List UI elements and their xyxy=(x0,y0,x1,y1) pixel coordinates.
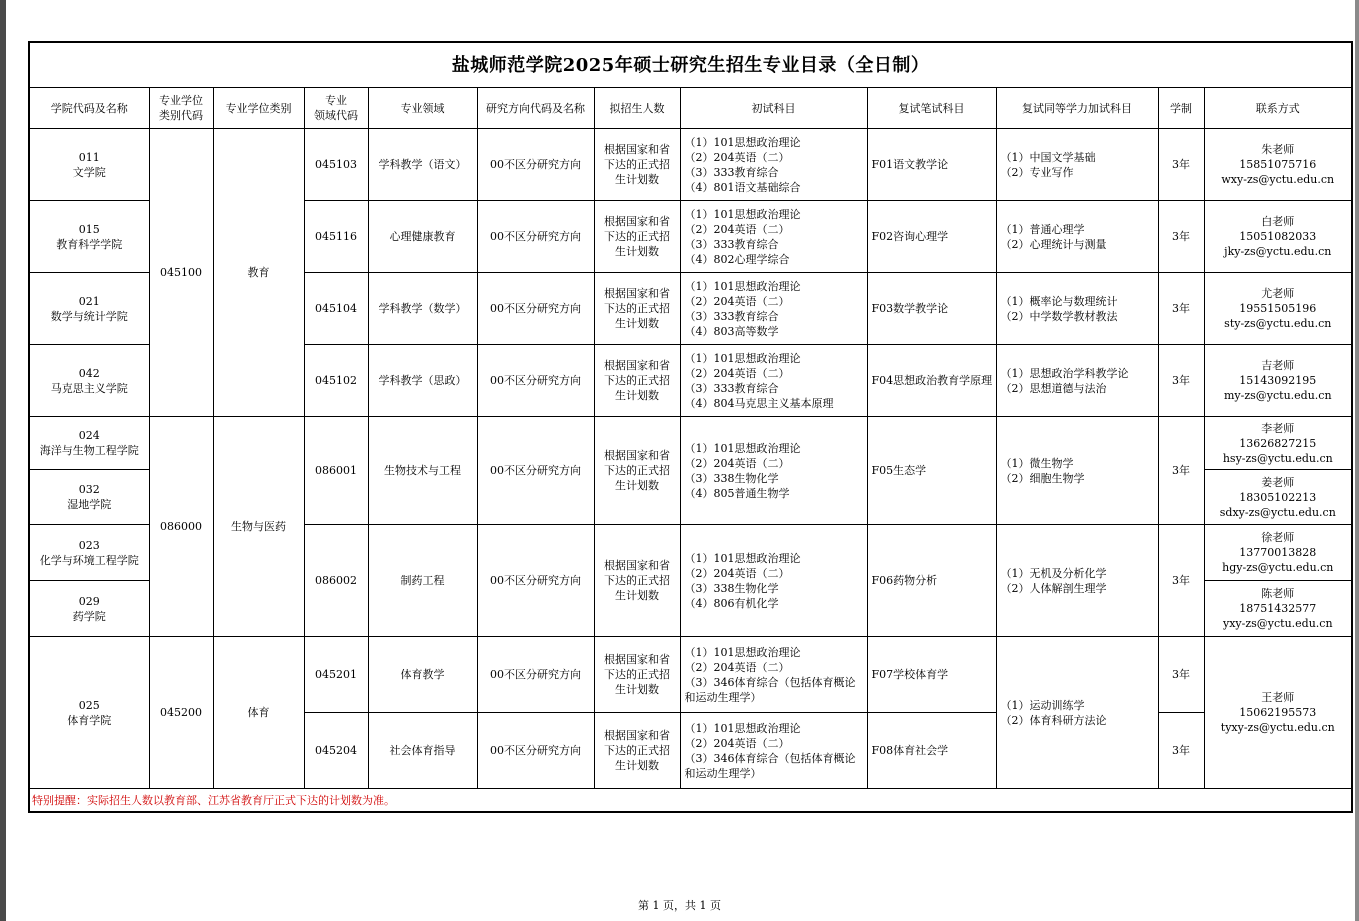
exam-cell: （1）101思想政治理论 （2）204英语（二） （3）333教育综合 （4）802心理学综合 xyxy=(680,201,867,273)
header-retest: 复试笔试科目 xyxy=(867,88,996,129)
header-extra: 复试同等学力加试科目 xyxy=(996,88,1158,129)
retest-cell: F08体育社会学 xyxy=(867,713,996,789)
table-row xyxy=(29,129,1352,201)
extra-cell: （1）普通心理学 （2）心理统计与测量 xyxy=(996,201,1158,273)
direction-cell: 00不区分研究方向 xyxy=(477,637,594,713)
header-quota: 拟招生人数 xyxy=(594,88,680,129)
direction-cell: 00不区分研究方向 xyxy=(477,129,594,201)
years-cell: 3年 xyxy=(1158,201,1204,273)
category-code-cell: 045200 xyxy=(149,637,213,789)
extra-cell: （1）概率论与数理统计 （2）中学数学教材教法 xyxy=(996,273,1158,345)
retest-cell: F05生态学 xyxy=(867,417,996,525)
college-cell: 024 海洋与生物工程学院 xyxy=(29,417,149,470)
college-cell: 011 文学院 xyxy=(29,129,149,201)
header-category: 专业学位类别 xyxy=(213,88,304,129)
exam-cell: （1）101思想政治理论 （2）204英语（二） （3）338生物化学 （4）806有机化学 xyxy=(680,525,867,637)
header-contact: 联系方式 xyxy=(1204,88,1352,129)
page-title: 盐城师范学院2025年硕士研究生招生专业目录（全日制） xyxy=(29,42,1352,88)
field-code-cell: 045201 xyxy=(304,637,368,713)
table-row xyxy=(29,417,1352,470)
header-category-code: 专业学位 类别代码 xyxy=(149,88,213,129)
extra-cell: （1）中国文学基础 （2）专业写作 xyxy=(996,129,1158,201)
extra-cell: （1）微生物学 （2）细胞生物学 xyxy=(996,417,1158,525)
retest-cell: F06药物分析 xyxy=(867,525,996,637)
category-name-cell: 体育 xyxy=(213,637,304,789)
years-cell: 3年 xyxy=(1158,273,1204,345)
exam-cell: （1）101思想政治理论 （2）204英语（二） （3）333教育综合 （4）803高等数学 xyxy=(680,273,867,345)
quota-cell: 根据国家和省 下达的正式招 生计划数 xyxy=(594,637,680,713)
exam-cell: （1）101思想政治理论 （2）204英语（二） （3）333教育综合 （4）804马克思主义基本原理 xyxy=(680,345,867,417)
direction-cell: 00不区分研究方向 xyxy=(477,201,594,273)
quota-cell: 根据国家和省 下达的正式招 生计划数 xyxy=(594,273,680,345)
retest-cell: F07学校体育学 xyxy=(867,637,996,713)
contact-cell: 王老师 15062195573 tyxy-zs@yctu.edu.cn xyxy=(1204,637,1352,789)
direction-cell: 00不区分研究方向 xyxy=(477,273,594,345)
left-window-edge xyxy=(0,0,6,921)
exam-cell: （1）101思想政治理论 （2）204英语（二） （3）346体育综合（包括体育概论 和运动生理学） xyxy=(680,637,867,713)
table-row xyxy=(29,637,1352,713)
field-code-cell: 086001 xyxy=(304,417,368,525)
contact-cell: 吉老师 15143092195 my-zs@yctu.edu.cn xyxy=(1204,345,1352,417)
college-cell: 023 化学与环境工程学院 xyxy=(29,525,149,581)
college-cell: 025 体育学院 xyxy=(29,637,149,789)
field-cell: 生物技术与工程 xyxy=(368,417,477,525)
field-cell: 体育教学 xyxy=(368,637,477,713)
years-cell: 3年 xyxy=(1158,713,1204,789)
contact-cell: 朱老师 15851075716 wxy-zs@yctu.edu.cn xyxy=(1204,129,1352,201)
header-college: 学院代码及名称 xyxy=(29,88,149,129)
right-scrollbar[interactable] xyxy=(1355,0,1359,921)
exam-cell: （1）101思想政治理论 （2）204英语（二） （3）333教育综合 （4）801语文基础综合 xyxy=(680,129,867,201)
college-cell: 032 湿地学院 xyxy=(29,470,149,525)
special-note: 特别提醒：实际招生人数以教育部、江苏省教育厅正式下达的计划数为准。 xyxy=(29,789,1352,813)
header-years: 学制 xyxy=(1158,88,1204,129)
field-cell: 制药工程 xyxy=(368,525,477,637)
extra-cell: （1）运动训练学 （2）体育科研方法论 xyxy=(996,637,1158,789)
college-cell: 015 教育科学学院 xyxy=(29,201,149,273)
retest-cell: F02咨询心理学 xyxy=(867,201,996,273)
category-name-cell: 生物与医药 xyxy=(213,417,304,637)
contact-cell: 尤老师 19551505196 sty-zs@yctu.edu.cn xyxy=(1204,273,1352,345)
extra-cell: （1）思想政治学科教学论 （2）思想道德与法治 xyxy=(996,345,1158,417)
field-code-cell: 045116 xyxy=(304,201,368,273)
category-name-cell: 教育 xyxy=(213,129,304,417)
direction-cell: 00不区分研究方向 xyxy=(477,345,594,417)
contact-cell: 徐老师 13770013828 hgy-zs@yctu.edu.cn xyxy=(1204,525,1352,581)
header-exam: 初试科目 xyxy=(680,88,867,129)
exam-cell: （1）101思想政治理论 （2）204英语（二） （3）338生物化学 （4）805普通生物学 xyxy=(680,417,867,525)
college-cell: 042 马克思主义学院 xyxy=(29,345,149,417)
retest-cell: F01语文教学论 xyxy=(867,129,996,201)
field-code-cell: 045102 xyxy=(304,345,368,417)
field-code-cell: 045204 xyxy=(304,713,368,789)
extra-cell: （1）无机及分析化学 （2）人体解剖生理学 xyxy=(996,525,1158,637)
college-cell: 029 药学院 xyxy=(29,581,149,637)
header-row xyxy=(29,88,1352,129)
years-cell: 3年 xyxy=(1158,417,1204,525)
contact-cell: 李老师 13626827215 hsy-zs@yctu.edu.cn xyxy=(1204,417,1352,470)
direction-cell: 00不区分研究方向 xyxy=(477,525,594,637)
contact-cell: 陈老师 18751432577 yxy-zs@yctu.edu.cn xyxy=(1204,581,1352,637)
direction-cell: 00不区分研究方向 xyxy=(477,713,594,789)
years-cell: 3年 xyxy=(1158,637,1204,713)
quota-cell: 根据国家和省 下达的正式招 生计划数 xyxy=(594,129,680,201)
retest-cell: F04思想政治教育学原理 xyxy=(867,345,996,417)
direction-cell: 00不区分研究方向 xyxy=(477,417,594,525)
contact-cell: 白老师 15051082033 jky-zs@yctu.edu.cn xyxy=(1204,201,1352,273)
field-cell: 学科教学（数学） xyxy=(368,273,477,345)
field-cell: 学科教学（思政） xyxy=(368,345,477,417)
retest-cell: F03数学教学论 xyxy=(867,273,996,345)
years-cell: 3年 xyxy=(1158,345,1204,417)
years-cell: 3年 xyxy=(1158,129,1204,201)
header-field: 专业领域 xyxy=(368,88,477,129)
category-code-cell: 086000 xyxy=(149,417,213,637)
category-code-cell: 045100 xyxy=(149,129,213,417)
field-cell: 社会体育指导 xyxy=(368,713,477,789)
quota-cell: 根据国家和省 下达的正式招 生计划数 xyxy=(594,713,680,789)
exam-cell: （1）101思想政治理论 （2）204英语（二） （3）346体育综合（包括体育概论 和运动生理学） xyxy=(680,713,867,789)
field-cell: 学科教学（语文） xyxy=(368,129,477,201)
field-code-cell: 086002 xyxy=(304,525,368,637)
page-footer: 第 1 页，共 1 页 xyxy=(638,899,721,912)
field-code-cell: 045104 xyxy=(304,273,368,345)
field-cell: 心理健康教育 xyxy=(368,201,477,273)
quota-cell: 根据国家和省 下达的正式招 生计划数 xyxy=(594,525,680,637)
header-field-code: 专业 领域代码 xyxy=(304,88,368,129)
contact-cell: 姜老师 18305102213 sdxy-zs@yctu.edu.cn xyxy=(1204,470,1352,525)
field-code-cell: 045103 xyxy=(304,129,368,201)
header-direction: 研究方向代码及名称 xyxy=(477,88,594,129)
quota-cell: 根据国家和省 下达的正式招 生计划数 xyxy=(594,201,680,273)
quota-cell: 根据国家和省 下达的正式招 生计划数 xyxy=(594,345,680,417)
catalog-table xyxy=(28,41,1353,813)
college-cell: 021 数学与统计学院 xyxy=(29,273,149,345)
quota-cell: 根据国家和省 下达的正式招 生计划数 xyxy=(594,417,680,525)
years-cell: 3年 xyxy=(1158,525,1204,637)
